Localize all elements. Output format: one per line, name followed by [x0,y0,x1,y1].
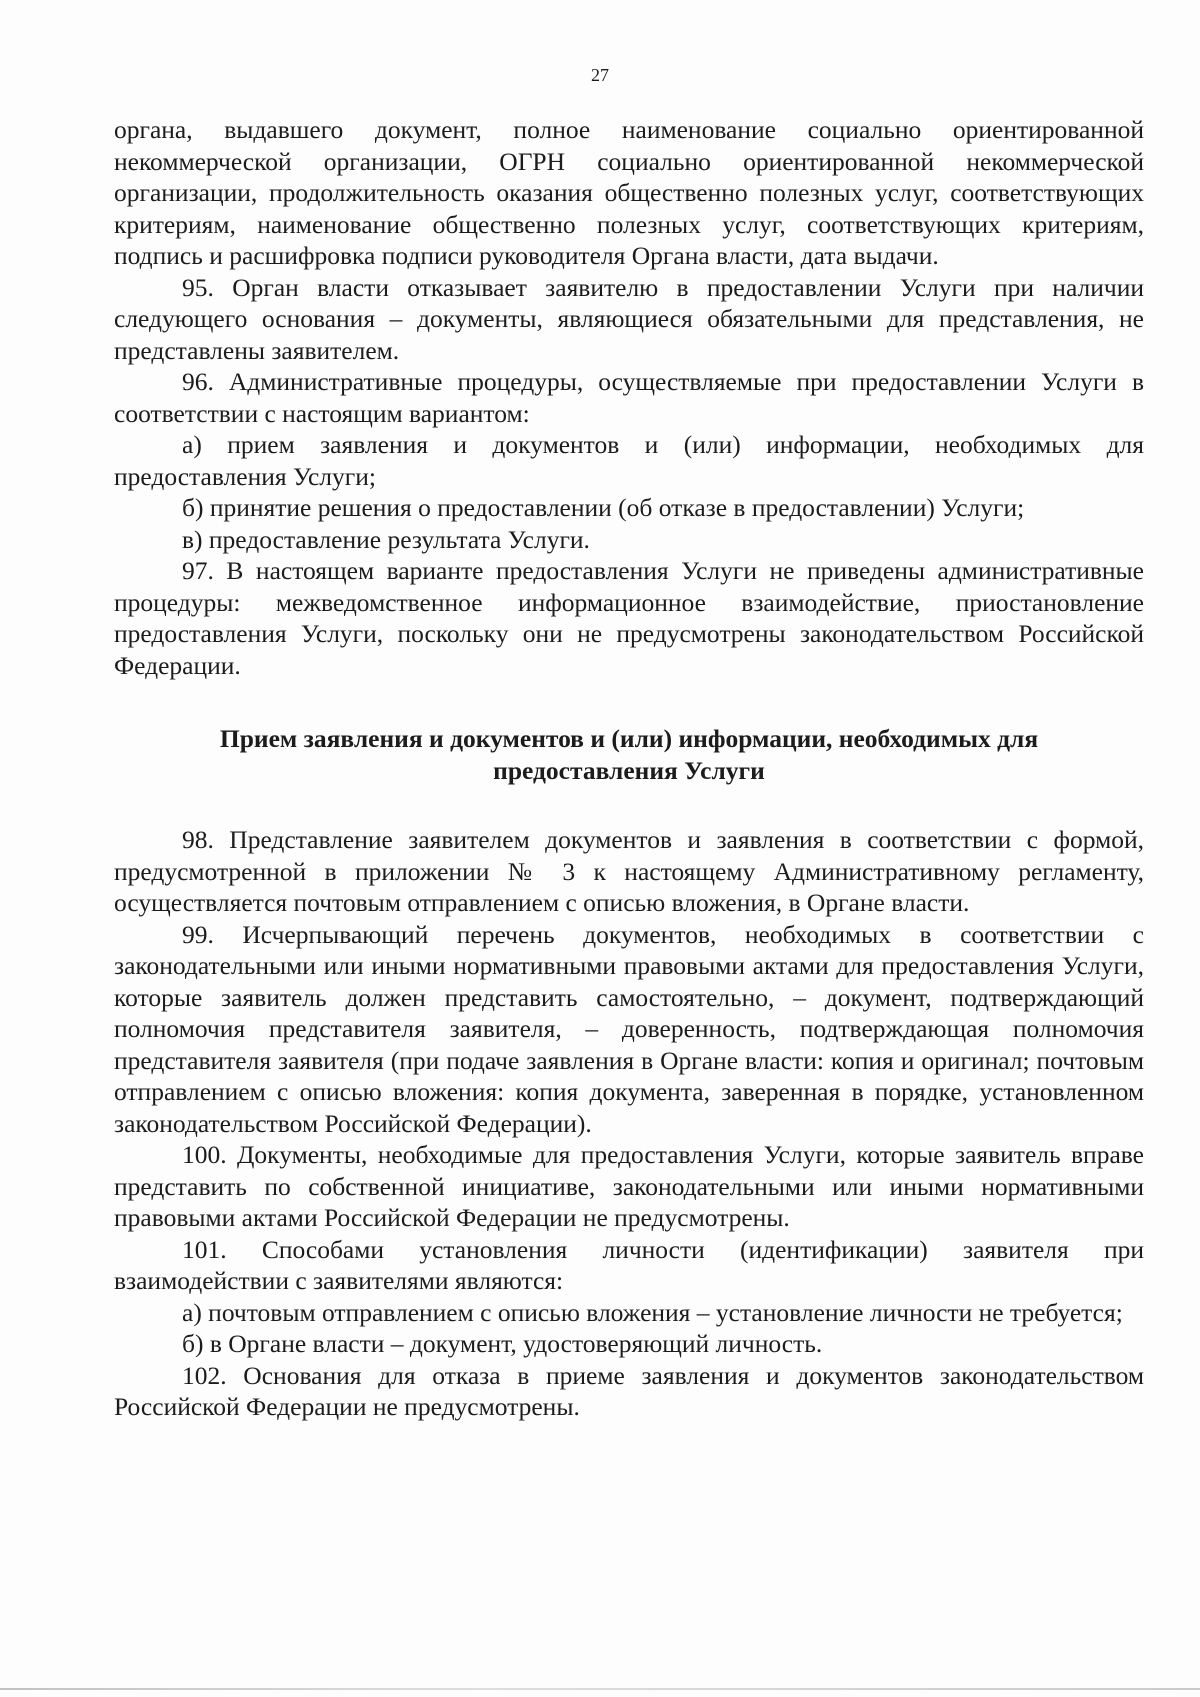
document-body [114,114,1144,1423]
paragraph-101-a: а) почтовым отправлением с описью вложения – установление личности не требуется; [182,1297,1123,1327]
paragraph-96-v: в) предоставление результата Услуги. [182,524,590,554]
paragraph-continuation: органа, выдавшего документ, полное наименование социально ориентированной некоммерческой организации, ОГРН социально ориентированной некоммерческой организации, продолжительность оказания общественно полезных услуг, соответствующих критериям, наименование общественно полезных услуг, соответствующих критериям, подпись и расшифровка подписи руководителя Органа власти, дата выдачи. [114,115,1144,270]
paragraph-95: 95. Орган власти отказывает заявителю в предоставлении Услуги при наличии следующего основания – документы, являющиеся обязательными для представления, не представлены заявителем. [114,272,1144,365]
paragraph-97: 97. В настоящем варианте предоставления Услуги не приведены административные процедуры: межведомственное информационное взаимодействие, приостановление предоставления Услуги, поскольку они не предусмотрены законодательством Российской Федерации. [114,556,1144,680]
page-number: 27 [591,65,609,85]
paragraph-96: 96. Административные процедуры, осуществляемые при предоставлении Услуги в соответствии с настоящим вариантом: [114,367,1144,428]
paragraphs-after-heading [114,824,1144,1423]
paragraph-96-a: а) прием заявления и документов и (или) информации, необходимых для предоставления Услуги; [114,430,1144,491]
paragraph-102: 102. Основания для отказа в приеме заявления и документов законодательством Российской Федерации не предусмотрены. [114,1360,1144,1421]
section-heading: Прием заявления и документов и (или) информации, необходимых для предоставления Услуги [219,724,1039,785]
paragraphs-before-heading [114,114,1144,681]
paragraph-101-b: б) в Органе власти – документ, удостоверяющий личность. [182,1329,823,1358]
paragraph-96-b: б) принятие решения о предоставлении (об отказе в предоставлении) Услуги; [182,493,1025,522]
paragraph-100: 100. Документы, необходимые для предоставления Услуги, которые заявитель вправе представить по собственной инициативе, законодательными или иными нормативными правовыми актами Российской Федерации не предусмотрены. [114,1140,1144,1232]
paragraph-98: 98. Представление заявителем документов и заявления в соответствии с формой, предусмотренной в приложении № 3 к настоящему Административному регламенту, осуществляется почтовым отправлением с описью вложения, в Органе власти. [114,825,1144,917]
paragraph-101: 101. Способами установления личности (идентификации) заявителя при взаимодействии с заявителями являются: [114,1234,1144,1295]
paragraph-99: 99. Исчерпывающий перечень документов, необходимых в соответствии с законодательными или иными нормативными правовыми актами для предоставления Услуги, которые заявитель должен представить самостоятельно, – документ, подтверждающий полномочия представителя заявителя, – доверенность, подтверждающая полномочия представителя заявителя (при подаче заявления в Органе власти: копия и оригинал; почтовым отправлением с описью вложения: копия документа, заверенная в порядке, установленном законодательством Российской Федерации). [114,919,1144,1138]
scan-edge-line [0,1688,1200,1690]
